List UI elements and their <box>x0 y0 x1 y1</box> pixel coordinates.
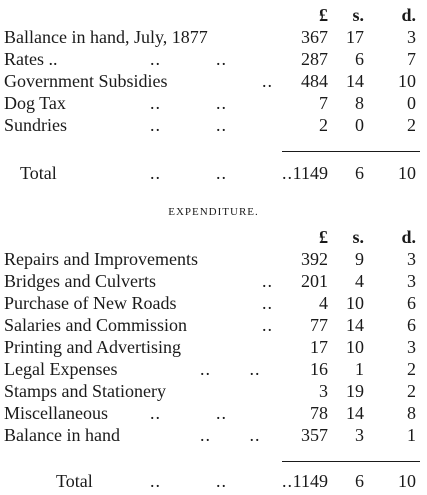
expenditure-pounds: 357 <box>301 425 328 445</box>
total-pence: 10 <box>398 163 416 183</box>
receipt-label: Rates .. <box>4 49 58 69</box>
expenditure-pounds: 17 <box>310 337 328 357</box>
total-pounds: 1149 <box>292 471 328 491</box>
receipt-row <box>0 26 427 48</box>
pence-header: d. <box>401 5 416 25</box>
expenditure-label: Purchase of New Roads <box>4 293 177 313</box>
expenditure-shillings: 14 <box>346 315 364 335</box>
pounds-header: £ <box>319 5 328 25</box>
total-label: Total <box>56 471 93 491</box>
leader-dots: .. .. .. <box>150 163 293 183</box>
expenditure-shillings: 19 <box>346 381 364 401</box>
expenditure-label: Stamps and Stationery <box>4 381 166 401</box>
receipt-pence: 2 <box>407 115 416 135</box>
receipt-shillings: 17 <box>346 27 364 47</box>
expenditure-label: Legal Expenses <box>4 359 118 379</box>
receipt-label: Government Subsidies <box>4 71 168 91</box>
leader-dots: .. .. <box>150 49 227 69</box>
total-pence: 10 <box>398 471 416 491</box>
expenditure-shillings: 3 <box>355 425 364 445</box>
expenditure-pounds: 392 <box>301 249 328 269</box>
receipt-shillings: 6 <box>355 49 364 69</box>
shillings-header: s. <box>352 5 364 25</box>
receipt-pence: 10 <box>398 71 416 91</box>
receipts-total-row <box>0 162 427 184</box>
expenditure-row <box>0 292 427 314</box>
leader-dots: .. <box>262 71 273 91</box>
total-shillings: 6 <box>355 471 364 491</box>
total-shillings: 6 <box>355 163 364 183</box>
expenditure-shillings: 1 <box>355 359 364 379</box>
leader-dots: .. <box>262 271 273 291</box>
expenditure-pounds: 16 <box>310 359 328 379</box>
expenditure-pence: 2 <box>407 381 416 401</box>
expenditure-row <box>0 402 427 424</box>
receipt-shillings: 8 <box>355 93 364 113</box>
total-label: Total <box>20 163 57 183</box>
receipt-shillings: 14 <box>346 71 364 91</box>
receipt-pence: 0 <box>407 93 416 113</box>
leader-dots: .. <box>262 293 273 313</box>
receipt-pence: 3 <box>407 27 416 47</box>
expenditure-pence: 6 <box>407 293 416 313</box>
receipt-row <box>0 48 427 70</box>
expenditure-pounds: 201 <box>301 271 328 291</box>
expenditure-label: Balance in hand <box>4 425 120 445</box>
receipt-shillings: 0 <box>355 115 364 135</box>
receipt-pounds: 484 <box>301 71 328 91</box>
expenditure-pounds: 78 <box>310 403 328 423</box>
expenditure-row <box>0 380 427 402</box>
expenditure-pence: 2 <box>407 359 416 379</box>
expenditure-pence: 3 <box>407 249 416 269</box>
leader-dots: .. <box>262 315 273 335</box>
expenditure-pounds: 77 <box>310 315 328 335</box>
expenditure-column-header <box>0 226 427 248</box>
expenditure-row <box>0 270 427 292</box>
receipt-label: Dog Tax <box>4 93 66 113</box>
receipt-pence: 7 <box>407 49 416 69</box>
receipt-row <box>0 114 427 136</box>
expenditure-label: Bridges and Culverts <box>4 271 156 291</box>
expenditure-shillings: 14 <box>346 403 364 423</box>
receipt-label: Sundries <box>4 115 67 135</box>
expenditure-title: EXPENDITURE. <box>168 206 259 218</box>
receipt-row <box>0 70 427 92</box>
leader-dots: .. .. <box>150 403 227 423</box>
shillings-header: s. <box>352 227 364 247</box>
leader-dots: .. .. .. <box>150 471 293 491</box>
total-rule <box>282 461 420 462</box>
expenditure-pence: 6 <box>407 315 416 335</box>
expenditure-pounds: 3 <box>319 381 328 401</box>
receipt-pounds: 2 <box>319 115 328 135</box>
expenditure-label: Miscellaneous <box>4 403 108 423</box>
expenditure-row <box>0 358 427 380</box>
receipt-pounds: 287 <box>301 49 328 69</box>
receipt-row <box>0 92 427 114</box>
total-rule <box>282 151 420 152</box>
expenditure-label: Printing and Advertising <box>4 337 181 357</box>
total-pounds: 1149 <box>292 163 328 183</box>
expenditure-pence: 3 <box>407 271 416 291</box>
expenditure-pence: 8 <box>407 403 416 423</box>
expenditure-row <box>0 314 427 336</box>
receipt-pounds: 7 <box>319 93 328 113</box>
pence-header: d. <box>401 227 416 247</box>
pounds-header: £ <box>319 227 328 247</box>
receipt-label: Ballance in hand, July, 1877 <box>4 27 208 47</box>
expenditure-pence: 3 <box>407 337 416 357</box>
leader-dots: .. .. <box>150 93 227 113</box>
leader-dots: .. .. <box>200 359 261 379</box>
expenditure-total-row <box>0 470 427 492</box>
expenditure-label: Salaries and Commission <box>4 315 187 335</box>
expenditure-label: Repairs and Improvements <box>4 249 198 269</box>
expenditure-pounds: 4 <box>319 293 328 313</box>
expenditure-shillings: 9 <box>355 249 364 269</box>
expenditure-row <box>0 424 427 446</box>
leader-dots: .. .. <box>150 115 227 135</box>
expenditure-pence: 1 <box>407 425 416 445</box>
expenditure-row <box>0 248 427 270</box>
expenditure-shillings: 4 <box>355 271 364 291</box>
leader-dots: .. .. <box>200 425 261 445</box>
receipt-pounds: 367 <box>301 27 328 47</box>
receipts-column-header <box>0 4 427 26</box>
expenditure-row <box>0 336 427 358</box>
expenditure-shillings: 10 <box>346 337 364 357</box>
expenditure-shillings: 10 <box>346 293 364 313</box>
